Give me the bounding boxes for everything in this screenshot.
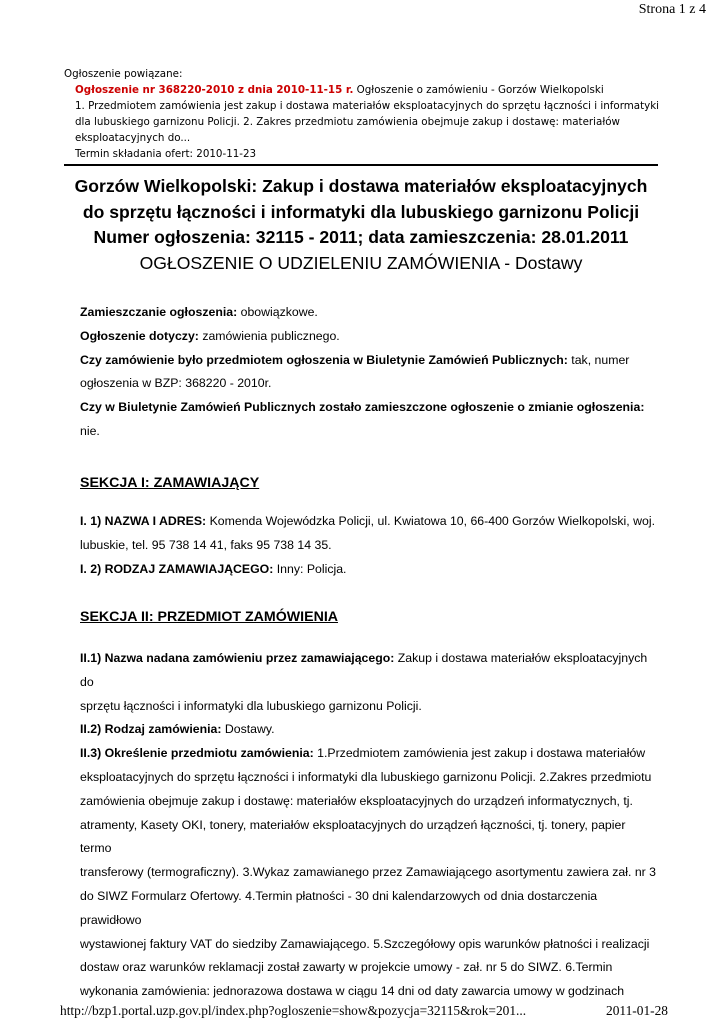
- order-name-value: Zakup i dostawa materiałów eksploatacyjnych do: [80, 651, 648, 689]
- divider: [64, 164, 658, 166]
- footer-date: 2011-01-28: [606, 1003, 668, 1018]
- info-value: obowiązkowe.: [237, 305, 318, 319]
- info-placement: [80, 301, 660, 325]
- section-2-body: [80, 647, 660, 1004]
- order-kind-value: Dostawy.: [221, 722, 275, 737]
- related-label: Ogłoszenie powiązane:: [64, 68, 183, 80]
- info-bzp-cont: ogłoszenia w BZP: 368220 - 2010r.: [80, 376, 272, 391]
- order-desc-text: do SIWZ Formularz Ofertowy. 4.Termin płatności - 30 dni kalendarzowych od dnia dostarczenia prawidłowo: [80, 888, 598, 927]
- order-desc-text: 1.Przedmiotem zamówienia jest zakup i dostawa materiałów: [313, 746, 646, 761]
- order-name-cont: sprzętu łączności i informatyki dla lubuskiego garnizonu Policji.: [80, 698, 422, 713]
- related-deadline: Termin składania ofert: 2010-11-23: [75, 148, 257, 160]
- info-value: zamówienia publicznego.: [198, 328, 340, 343]
- info-label: Zamieszczanie ogłoszenia:: [80, 305, 238, 319]
- order-name-label: II.1) Nazwa nadana zamówieniu przez zamawiającego:: [80, 651, 395, 665]
- section-2-heading: SEKCJA II: PRZEDMIOT ZAMÓWIENIA: [80, 609, 339, 625]
- address-value: Komenda Wojewódzka Policji, ul. Kwiatowa 10, 66-400 Gorzów Wielkopolski, woj.: [206, 514, 655, 528]
- entity-type-value: Inny: Policja.: [273, 561, 347, 576]
- info-change-value: nie.: [80, 423, 100, 438]
- entity-type-line: [80, 558, 660, 582]
- info-label: Ogłoszenie dotyczy:: [80, 328, 199, 343]
- section-1-heading: SEKCJA I: ZAMAWIAJĄCY: [80, 475, 260, 491]
- address-line-cont: lubuskie, tel. 95 738 14 41, faks 95 738 14 35.: [80, 537, 332, 552]
- related-notice-link[interactable]: Ogłoszenie nr 368220-2010 z dnia 2010-11-15 r.: [75, 84, 354, 96]
- order-desc-text: eksploatacyjnych do sprzętu łączności i informatyki dla lubuskiego garnizonu Policji. 2.Zakres przedmiotu: [80, 769, 652, 784]
- order-desc-text: atramenty, Kasety OKI, tonery, materiałów eksploatacyjnych do urządzeń łączności, tj. tonery, papier termo: [80, 817, 626, 856]
- notice-type: OGŁOSZENIE O UDZIELENIU ZAMÓWIENIA - Dostawy: [139, 252, 583, 273]
- order-name-line: [80, 647, 660, 695]
- title-line: Numer ogłoszenia: 32115 - 2011; data zamieszczenia: 28.01.2011: [93, 227, 629, 247]
- footer-url: http://bzp1.portal.uzp.gov.pl/index.php?ogloszenie=show&pozycja=32115&rok=201...: [60, 1003, 527, 1018]
- related-notice-line: [64, 82, 664, 98]
- related-summary-line: eksploatacyjnych do...: [75, 132, 191, 144]
- order-desc-label: II.3) Określenie przedmiotu zamówienia:: [80, 746, 314, 761]
- order-kind-label: II.2) Rodzaj zamówienia:: [80, 722, 222, 737]
- info-value: tak, numer: [567, 352, 630, 367]
- order-kind-line: [80, 718, 660, 742]
- page-footer: [60, 1003, 668, 1019]
- order-desc-line: [80, 742, 660, 766]
- section-1-body: [80, 510, 660, 581]
- info-label: Czy zamówienie było przedmiotem ogłoszenia w Biuletynie Zamówień Publicznych:: [80, 352, 568, 367]
- address-line: [80, 510, 660, 534]
- general-info: [80, 301, 660, 444]
- related-summary-line: dla lubuskiego garnizonu Policji. 2. Zakres przedmiotu zamówienia obejmuje zakup i dostawę: materiałów: [75, 116, 620, 128]
- entity-type-label: I. 2) RODZAJ ZAMAWIAJĄCEGO:: [80, 561, 274, 576]
- page-title: [64, 174, 658, 276]
- info-bzp: [80, 349, 660, 373]
- title-line: Gorzów Wielkopolski: Zakup i dostawa materiałów eksploatacyjnych: [74, 176, 648, 196]
- order-desc-text: wykonania zamówienia: jednorazowa dostawa w ciągu 14 dni od daty zawarcia umowy w godzinach: [80, 984, 625, 999]
- info-label: Czy w Biuletynie Zamówień Publicznych zostało zamieszczone ogłoszenie o zmianie ogłoszenia:: [80, 400, 645, 415]
- order-desc-text: zamówienia obejmuje zakup i dostawę: materiałów eksploatacyjnych do urządzeń informatycznych, tj.: [80, 793, 633, 808]
- info-change: [80, 396, 660, 420]
- page-number: Strona 1 z 4: [638, 2, 706, 17]
- order-desc-text: wystawionej faktury VAT do siedziby Zamawiającego. 5.Szczegółowy opis warunków płatności i realizacji: [80, 936, 650, 951]
- order-desc-text: transferowy (termograficzny). 3.Wykaz zamawianego przez Zamawiającego asortymentu zawiera zał. nr 3: [80, 865, 657, 880]
- related-notice: [64, 66, 664, 162]
- related-summary-line: 1. Przedmiotem zamówienia jest zakup i dostawa materiałów eksploatacyjnych do sprzętu łączności i informatyki: [75, 100, 660, 112]
- order-desc-text: dostaw oraz warunków reklamacji został zawarty w projekcie umowy - zał. nr 5 do SIWZ. 6.Termin: [80, 960, 613, 975]
- title-line: do sprzętu łączności i informatyki dla lubuskiego garnizonu Policji: [82, 201, 640, 222]
- related-notice-tail: Ogłoszenie o zamówieniu - Gorzów Wielkopolski: [353, 84, 604, 96]
- address-label: I. 1) NAZWA I ADRES:: [80, 514, 207, 528]
- info-concerns: [80, 325, 660, 349]
